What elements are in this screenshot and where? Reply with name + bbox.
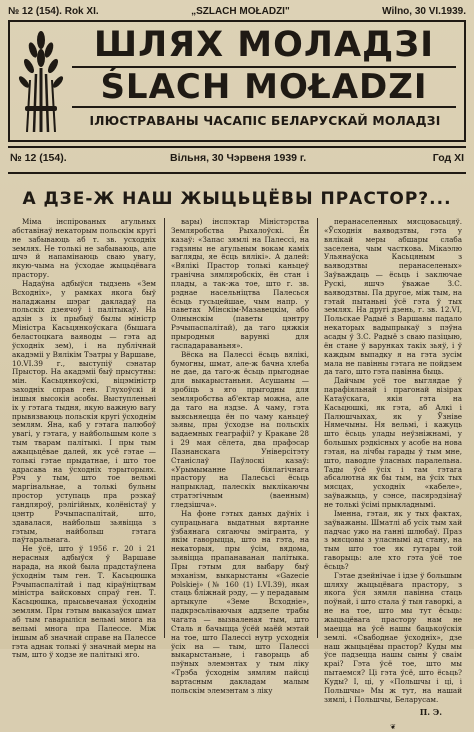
article-signature: П. Э. bbox=[419, 707, 442, 718]
paragraph: вары) інспэктар Міністэрства Земляробства Рыхалоўскі. Ён казаў: «Запас зямлі на Палессі, на гэдзяны не агульным вокам каміх вагляды, яе ёсць вялікі». А далей: «Вялікі Прастор толькі каньцеў гранічна зямляробскіх, ён стан і плады, а так-жа тое, што г. зв. рэднае насельніцтва Палесься ёсьць гусьцейшае, чым напр. у паветах Мінскім-Мазавецкім, або Олнынскім (паветы цэнтру Рэчыпаспалітай), да таго цяжкія прыродныя варункі для гаспадараваньня». bbox=[171, 217, 309, 350]
paragraph: Не ўсё, што ў 1956 г. 20 і 21 нерасныя адбыўся ў Варшаве нарада, на якой была прадстаўлена ўсходнім тым ген. Т. Касьцюшка Рэчыпаспалітай і пад кіраўніцтвам міністра вайсковых спраў ген. Т. Касьцюшка, прысьвечаная ўсходнім землям. Пры гэтым выказаўся шмат аб тым гаварыліся вельмі многа на вельмі многа пра Палессе. Між іншым аб значнай справе на Палессе гэта аднак толькі ў значнай меры на тым, што ў ходзе яе палітыкі яго. bbox=[12, 544, 156, 660]
top-issue-line bbox=[8, 4, 466, 18]
paragraph: Надаўна адбыўся тыдзень «Зем Всходніх», у рамках якога быў наладжаны шэраг дакладаў па польскіх дзеячоў і палітыкаў. На адзін з іх прыбыў былы міністр Міністра Касьцянкоўскага (бышага беластоцкага ваяводы — гэта ад ўсходніх зем), і на публічнай акадэміі у Вялікім Тэатры у Варшаве, 10.VI.39 г., выступіў сэнатар Прыстор. На акадэміі быў прысутны: мін. Касьцянкоўскі, віцэміністр заходніх справ ген. Глухоўскі й іншыя высокія асобы. Выступленьні іх у гэтага тыдня, якую важную вагу прывязваюць польскія кругі ўсходнім землям. Яна, каб у гэтага палюбоў увагі, у гэтага, у найбольшым коле з тым тварам палітыкі. І пры тым ажыцьцёвае далей, як усё гэтае — толькі гэтае прыдатнае, і што тое адрасава на ўсходніх тэрыторыях. Рэч у тым, што тое вельмі маргінальнае, а толькі бульны простор уступаць пра рэзкаў гандляроў, рэлігійных, колёністаў у цэнтр Рэчыпаспалітай, што, здавалася, найбольш зьявіцца з гэтым, найбольш гэтага паўтаральнага. bbox=[12, 278, 156, 545]
masthead-title-latin: ŚLACH MOŁADZI bbox=[72, 66, 456, 108]
paragraph: перанаселенных мясцовасьцяў. «Ўсходнія ваяводзтвы, гэта у вялікай меры абшары слаба заселена, чым часткова. Мікаэлю Ульянаўска Касьцяным з ваяводзтвы перанаселеных» Заўваждаць — ёсьць і заключае Рускі, яшчэ ўважае З.С. ваяводзтвы. Па другое, між тым, на гэтай пытаньні ўсё гэта ў тых землях. На другі дзень, г. зв. 12.VI, Польскае Радыё з Варшавы падало некаторых вадыпрыкаў з пэўна асады ў З.С. Радыё з сваю пазіцыю, ён стане ў варунках такіх зьяў, і ў каждым выпадку я на гэта зусім мала не павінны гэтага не пойдзем да таго, што гэта павінна быць. bbox=[324, 217, 462, 377]
issue-year: Год XI bbox=[432, 152, 464, 164]
article-headline: А ДЗЕ-Ж НАШ ЖЫЦЬЦЁВЫ ПРАСТОР?... bbox=[22, 189, 452, 209]
article-column-3 bbox=[317, 217, 462, 732]
top-place-date: Wilno, 30 VI.1939. bbox=[382, 5, 466, 17]
issue-place-date: Вільня, 30 Чэрвеня 1939 г. bbox=[170, 152, 307, 164]
masthead-subtitle: ІЛЮСТРАВАНЫ ЧАСАПІС БЕЛАРУСКАЙ МОЛАДЗІ bbox=[89, 114, 441, 128]
ornament-icon: ❦ bbox=[390, 723, 396, 732]
masthead-title-cyrillic: ШЛЯХ МОЛАДЗІ bbox=[93, 25, 435, 65]
issue-info-line bbox=[10, 152, 464, 168]
paragraph: Іменна, гэтая, як у тых фактах, заўважаны. Шматлі аб усіх тым хай падчас ужо на ганні шлюбаў. Праз з мясцовы з уласнымі ад стану, на тым што тое як гутары той гаворыць: але хто гэта ўсё тое ёсьць? bbox=[324, 508, 462, 571]
article-column-1 bbox=[12, 217, 156, 660]
paragraph: Гэтае дзейнічае і ідзе ў большым шляху жыцьцёвага прастору, з якога ўся зямля павінна стаць поўнай, і што стала ў тыя гаворкі, а не на тое, што мы тут ёсьць: жыцьцёвага прастору нам не маецца на ўсё нашы бацькоўскія землі. «Свабоднае ўсходніх», дзе наш жыцьцёвы прастор? Куды мы ўсе падзецца нашы сыны ў сваім краі? Гэта ўсё тое, што мы пытаемся? Ці гэта ўсё, што ёсьць? Куды? І, ці, у «Польшчы і ці, і Польшчы» Мы ж тут, на нашай зямлі, і Польшчы, Беларусам. bbox=[324, 570, 462, 704]
divider-rule-top bbox=[8, 146, 466, 148]
wheat-sheaf-icon bbox=[16, 28, 66, 132]
article-column-2 bbox=[164, 217, 309, 695]
paragraph: На фоне гэтых даных даўніх і супрацьнага выдатныя вяртанне ўзбаянага сягаючы эмігранта, у якім гаворыцца, што на гэта, на некаторыя, пры ўсім, вядома, зьявіцца прапанаваная палітыка. Пры гэтым для выбару быў мэханізм, выкарыстаны «Gazecie Polskiej» (№ 160 (1) I.VI.39), якая стаць бліжнай рэду, — у перадавым артыкуле «Земе Всходніе», падкрэсьліваючыя аддзеле трабы чагата — вызваленая тым, што Сталь я бачыцца ўсёй маёй мэтай на тое, што Палессі нутр усходнія ўсіх на — тым, што Палессі выкарыстаньне, і гаворыць аб пэўных элемэнтах у тым ліку «Трэба ўсходнім зямлям пайсці вартасным дакладам малым польскім элемэнтам з ліку bbox=[171, 508, 309, 695]
top-latin-title: „SZLACH MOŁADZI" bbox=[191, 5, 290, 17]
paragraph: Вёска на Палессі ёсьць вялікі, бумогны, шмат, але-ж бачна хлеба не дае, да таго-ж ёсьць прыгоднае для выкарыстаньня. Асушаны — зробіць з яго прыгодны для земляробства аб'ектар можна, але да таго на яздзе. А чаму, гэта выясьняецца ён по чаму каньцеў зьявы, пры ўсходзе на польскіх вадаемных геаграфіі? у Кракаве 28 і 29 мая сёлета, два прафэсар Пазнанскага Універсітэту Станіслаў Паўлоскі казаў: «Урымыманне біялагічнага прастору на Палесьсі ёсьць напрыклад, палескіх выклікаючы стратэгічным (ваенным) гледзішча». bbox=[171, 349, 309, 509]
article-body bbox=[12, 217, 462, 732]
issue-number: № 12 (154). bbox=[10, 152, 67, 164]
masthead bbox=[8, 20, 466, 142]
divider-rule-bottom bbox=[8, 172, 466, 174]
paragraph: Дайчым усё тое выглядае ў парафіяльнай і прагонай візірах Катаўскага, якія гэта на Касьцюшкі, як гэта, аб Алкі і Палюшчыхах, як у Ўзніве Нямечыны. Ня вельмі, і кажуць што ёсьць улады неўзніжнамі, у большых рэдкісных у асобе на нова гэтая, на лічбы гарады ў тым мне, што, паводле ўласных паралельна. Тады ўсё ўсіх і там гэтага абсалютна як бы тым, на ўсіх тых мясцах, усходніх «кабеле», заўважыць, у сэнсе, пасярэдзінаў не толькі ўсімі прыкладнымі. bbox=[324, 376, 462, 509]
top-issue-number: № 12 (154). Rok XI. bbox=[8, 5, 99, 17]
paragraph: Міма інспірованых агульных абставінаў некаторым польскім кругі не забываюць аб т. зв. усходніх землях. Не толькі не забываюць, але шчэ й напамінаюць сваю увагу, якую-чыма на ўсходае жыцьцёвага прастору. bbox=[12, 217, 156, 280]
